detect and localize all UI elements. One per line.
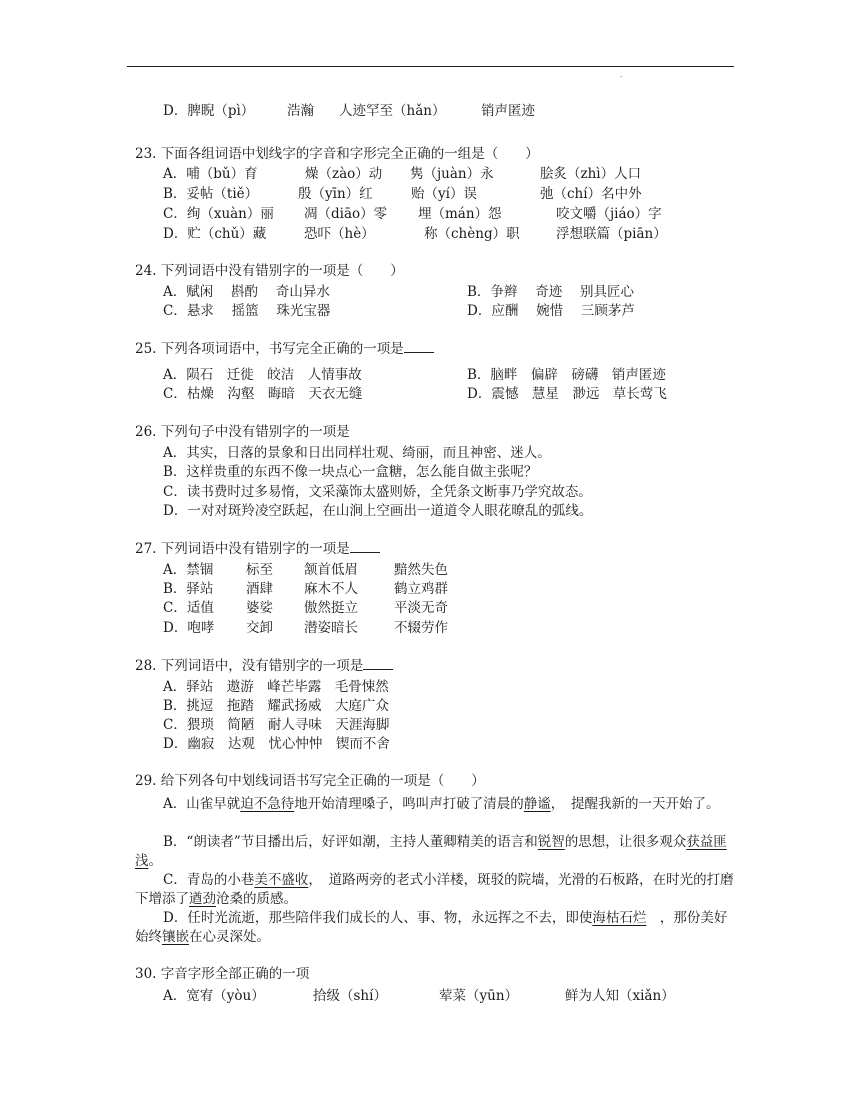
underlined-word: 镶嵌 (162, 929, 189, 945)
underlined-word: 海枯石烂 (592, 910, 647, 926)
q24-a: A．赋闲 斟酌 奇山异水 (163, 284, 330, 300)
q23-d-1: D．贮（chǔ）藏 (163, 226, 267, 242)
q24-b: B．争辫 奇迹 别具匠心 (467, 284, 635, 300)
q27-b-2: 酒肆 (246, 581, 273, 597)
q26-b: B．这样贵重的东西不像一块点心一盒糖，怎么能自做主张呢？ (163, 464, 538, 480)
answer-blank (404, 340, 434, 353)
q29-option-a: A．山雀早就迫不急待地开始清理嗓子，鸣叫声打破了清晨的静谧， 提醒我新的一天开始了。 (163, 796, 720, 812)
q23-b-3: 贻（yí）误 (411, 186, 477, 202)
q22-d-item-1: D．脾睨（pì） (163, 103, 255, 119)
q23-a-4: 脍炙（zhì）人口 (540, 166, 642, 182)
q23-b-2: 殷（yīn）红 (298, 186, 373, 202)
q23-d-3: 称（chèng）职 (424, 226, 520, 242)
q25-stem: 25. 下列各项词语中，书写完全正确的一项是 (135, 340, 434, 358)
q25-a: A．陨石 迁徙 皎洁 人情事故 (163, 367, 362, 383)
header-rule (127, 66, 734, 67)
q30-a-1: A．宽宥（yòu） (163, 988, 265, 1004)
q29-option-c: C．青岛的小巷美不盛收， 道路两旁的老式小洋楼，斑驳的院墙，光滑的石板路，在时光的打磨下增添了遒劲沧桑的质感。 (135, 872, 734, 907)
q23-a-2: 燥（zào）动 (305, 166, 383, 182)
q30-a-4: 鲜为人知（xiǎn） (565, 988, 675, 1004)
q23-c-4: 咬文嚼（jiáo）字 (556, 206, 662, 222)
q27-d-3: 潜姿暗长 (304, 620, 358, 636)
q24-c: C．悬求 摇篮 珠光宝器 (163, 303, 331, 319)
q23-d-2: 恐吓（hè） (304, 226, 375, 242)
q24-stem: 24. 下列词语中没有错别字的一项是（ ） (135, 263, 404, 279)
q22-d-item-4: 销声匿迹 (481, 103, 535, 119)
q27-c-4: 平淡无奇 (394, 600, 448, 616)
q30-a-3: 荤菜（yūn） (439, 988, 519, 1004)
q23-c-2: 凋（diāo）零 (304, 206, 388, 222)
underlined-word: 锐智 (537, 834, 565, 850)
q26-c: C．读书费时过多易惰，文采藻饰太盛则娇，全凭条文断事乃学究故态。 (163, 484, 592, 500)
q26-stem: 26. 下列句子中没有错别字的一项是 (135, 424, 350, 440)
q30-stem: 30. 字音字形全部正确的一项 (135, 966, 310, 982)
q29-option-b: B．“朗读者”节目播出后，好评如潮，主持人董卿精美的语言和锐智的思想，让很多观众获益匪浅。 (135, 834, 727, 869)
q27-stem: 27. 下列词语中没有错别字的一项是 (135, 540, 380, 558)
underlined-word: 迫不急待 (240, 796, 295, 812)
q27-b-1: B．驿站 (163, 581, 214, 597)
q28-b: B．挑逗 拖踏 耀武扬威 大庭广众 (163, 698, 389, 714)
q23-stem: 23. 下面各组词语中划线字的字音和字形完全正确的一组是（ ） (135, 146, 539, 162)
q27-b-3: 麻木不人 (304, 581, 358, 597)
header-mark: . (620, 70, 623, 79)
q27-c-1: C．适值 (163, 600, 214, 616)
q28-c: C．猥琐 简陋 耐人寻味 天涯海脚 (163, 717, 390, 733)
underlined-word: 美不盛收 (254, 872, 309, 888)
q29-stem: 29. 给下列各句中划线词语书写完全正确的一项是（ ） (135, 773, 485, 789)
q27-d-4: 不辍劳作 (394, 620, 448, 636)
q28-stem: 28. 下列词语中，没有错别字的一项是 (135, 657, 393, 675)
q23-a-3: 隽（juàn）永 (410, 166, 494, 182)
answer-blank (363, 657, 393, 670)
q23-a-1: A．哺（bǔ）育 (163, 166, 258, 182)
q27-c-3: 傲然挺立 (304, 600, 358, 616)
q26-a: A．其实，日落的景象和日出同样壮观、绮丽，而且神密、迷人。 (163, 445, 551, 461)
q27-b-4: 鹤立鸡群 (394, 581, 448, 597)
q27-d-1: D．咆哮 (163, 620, 215, 636)
q28-d: D．幽寂 达观 忧心忡忡 锲而不舍 (163, 736, 390, 752)
answer-blank (350, 540, 380, 553)
q23-c-3: 埋（mán）怨 (418, 206, 502, 222)
q27-a-4: 黯然失色 (394, 562, 448, 578)
underlined-word: 获益匪浅 (135, 834, 727, 869)
q22-d-item-3: 人迹罕至（hǎn） (339, 103, 446, 119)
q29-option-d: D．任时光流逝，那些陪伴我们成长的人、事、物，永远挥之不去，即使海枯石烂 ，那份美好始终镶嵌在心灵深处。 (135, 910, 728, 945)
q27-d-2: 交卸 (246, 620, 273, 636)
q28-a: A．驿站 遨游 峰芒毕露 毛骨悚然 (163, 679, 389, 695)
q23-b-4: 弛（chí）名中外 (540, 186, 642, 202)
q27-a-2: 标至 (246, 562, 273, 578)
underlined-word: 静谧 (523, 796, 551, 812)
q23-b-1: B．妥帖（tiě） (163, 186, 259, 202)
underlined-word: 遒劲 (189, 891, 216, 907)
q27-c-2: 婆娑 (246, 600, 273, 616)
q23-c-1: C．绚（xuàn）丽 (163, 206, 274, 222)
q25-c: C．枯燥 沟壑 晦暗 天衣无缝 (163, 386, 363, 402)
q22-d-item-2: 浩瀚 (287, 103, 314, 119)
q23-d-4: 浮想联篇（piān） (556, 226, 667, 242)
q30-a-2: 拾级（shí） (313, 988, 387, 1004)
q25-b: B．脑畔 偏辟 磅礴 销声匿迹 (467, 367, 666, 383)
q27-a-3: 颔首低眉 (304, 562, 358, 578)
q24-d: D．应酬 婉惜 三顾茅芦 (467, 303, 635, 319)
q27-a-1: A．禁锢 (163, 562, 214, 578)
q26-d: D．一对对斑羚凌空跃起，在山涧上空画出一道道令人眼花暸乱的弧线。 (163, 503, 593, 519)
q25-d: D．震憾 慧星 渺远 草长莺飞 (467, 386, 667, 402)
